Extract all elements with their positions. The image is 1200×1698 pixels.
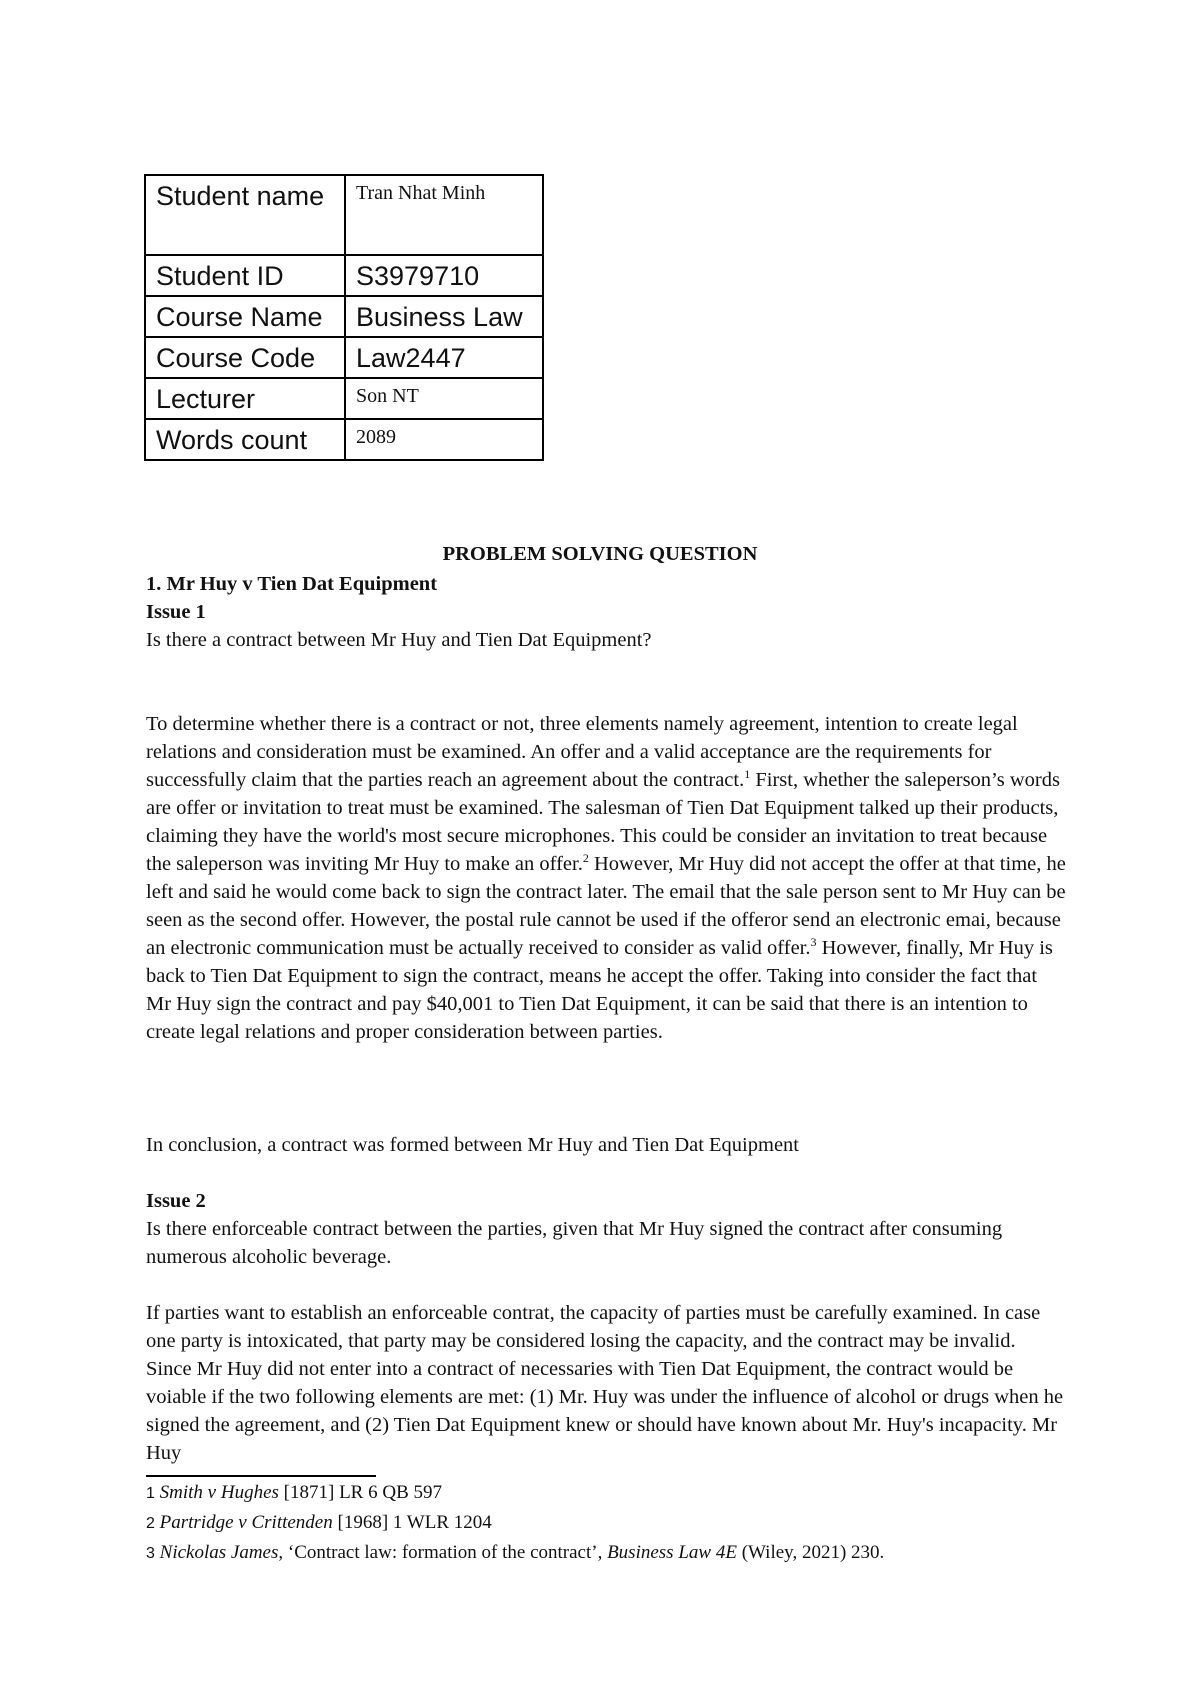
issue-2-label: Issue 2 [146, 1190, 206, 1212]
footnote-book: Business Law 4E [607, 1542, 737, 1563]
row-value: Son NT [345, 378, 543, 419]
paragraph-text: However, finally, Mr Huy is back to Tien Dat Equipment to sign the contract, means he accept the offer. Taking into consider the fact that Mr Huy sign the contract and pay $40,001 to Tien Dat Equipment, it can be said that there is an intention to create legal relations and proper consideration between parties. [146, 937, 1053, 1043]
footnote-case: Smith v Hughes [159, 1482, 279, 1503]
table-row [145, 255, 543, 296]
table-row [145, 378, 543, 419]
issue-1-paragraph [146, 710, 1066, 1046]
section-heading: PROBLEM SOLVING QUESTION [442, 543, 758, 565]
footnote-ref-3: 3 [810, 935, 817, 950]
row-value: S3979710 [345, 255, 543, 296]
issue-1-question: Is there a contract between Mr Huy and Tien Dat Equipment? [146, 629, 652, 651]
footnote-number: 2 [146, 1515, 155, 1532]
footnote-ref-1: 1 [744, 767, 751, 782]
footnote-number: 1 [146, 1485, 155, 1502]
row-value: Tran Nhat Minh [345, 175, 543, 255]
footnote-1 [146, 1481, 442, 1506]
footnote-author: Nickolas James [159, 1542, 279, 1563]
paragraph-text: First, whether the saleperson’s words are offer or invitation to treat must be examined. The salesman of Tien Dat Equipment talked up their products, claiming they have the world's most secure microphones. This could be consider an invitation to treat because the saleperson was inviting Mr Huy to make an offer. [146, 769, 1060, 875]
row-label: Student ID [145, 255, 345, 296]
row-label: Words count [145, 419, 345, 460]
row-label: Course Code [145, 337, 345, 378]
issue-1-conclusion: In conclusion, a contract was formed between Mr Huy and Tien Dat Equipment [146, 1134, 799, 1156]
row-label: Course Name [145, 296, 345, 337]
footnote-text: , ‘Contract law: formation of the contract’, [278, 1542, 608, 1563]
issue-1-label: Issue 1 [146, 601, 206, 623]
row-value: Business Law [345, 296, 543, 337]
footnote-number: 3 [146, 1545, 155, 1562]
row-label: Lecturer [145, 378, 345, 419]
footnote-ref-2: 2 [582, 851, 589, 866]
footnote-2 [146, 1511, 492, 1536]
issue-2-section [146, 1187, 1066, 1271]
paragraph-text: To determine whether there is a contract or not, three elements namely agreement, intention to create legal relations and consideration must be examined. An offer and a valid acceptance are the requirements for successfully claim that the parties reach an agreement about the contract. [146, 713, 1018, 791]
row-value: 2089 [345, 419, 543, 460]
issue-1-analysis [146, 710, 1066, 1046]
table-row [145, 175, 543, 255]
table-row [145, 419, 543, 460]
issue-2-paragraph: If parties want to establish an enforceable contrat, the capacity of parties must be carefully examined. In case one party is intoxicated, that party may be considered losing the capacity, and the contract may be invalid. Since Mr Huy did not enter into a contract of necessaries with Tien Dat Equipment, the contract would be voiable if the two following elements are met: (1) Mr. Huy was under the influence of alcohol or drugs when he signed the agreement, and (2) Tien Dat Equipment knew or should have known about Mr. Huy's incapacity. Mr Huy [146, 1302, 1064, 1464]
row-label: Student name [145, 175, 345, 255]
footnote-case: Partridge v Crittenden [159, 1512, 333, 1533]
student-info-table [144, 174, 544, 461]
footnote-text: (Wiley, 2021) 230. [736, 1542, 885, 1563]
footnote-text: [1871] LR 6 QB 597 [278, 1482, 442, 1503]
footnote-separator [146, 1475, 376, 1477]
issue-1-section [146, 570, 1066, 654]
footnote-3 [146, 1541, 884, 1566]
case-title: 1. Mr Huy v Tien Dat Equipment [146, 573, 438, 595]
row-value: Law2447 [345, 337, 543, 378]
table-row [145, 337, 543, 378]
table-row [145, 296, 543, 337]
footnote-text: [1968] 1 WLR 1204 [332, 1512, 492, 1533]
issue-2-question: Is there enforceable contract between the parties, given that Mr Huy signed the contract after consuming numerous alcoholic beverage. [146, 1218, 1003, 1268]
paragraph-text: However, Mr Huy did not accept the offer at that time, he left and said he would come back to sign the contract later. The email that the sale person sent to Mr Huy can be seen as the second offer. However, the postal rule cannot be used if the offeror send an electronic emai, because an electronic communication must be actually received to consider as valid offer. [146, 853, 1066, 959]
